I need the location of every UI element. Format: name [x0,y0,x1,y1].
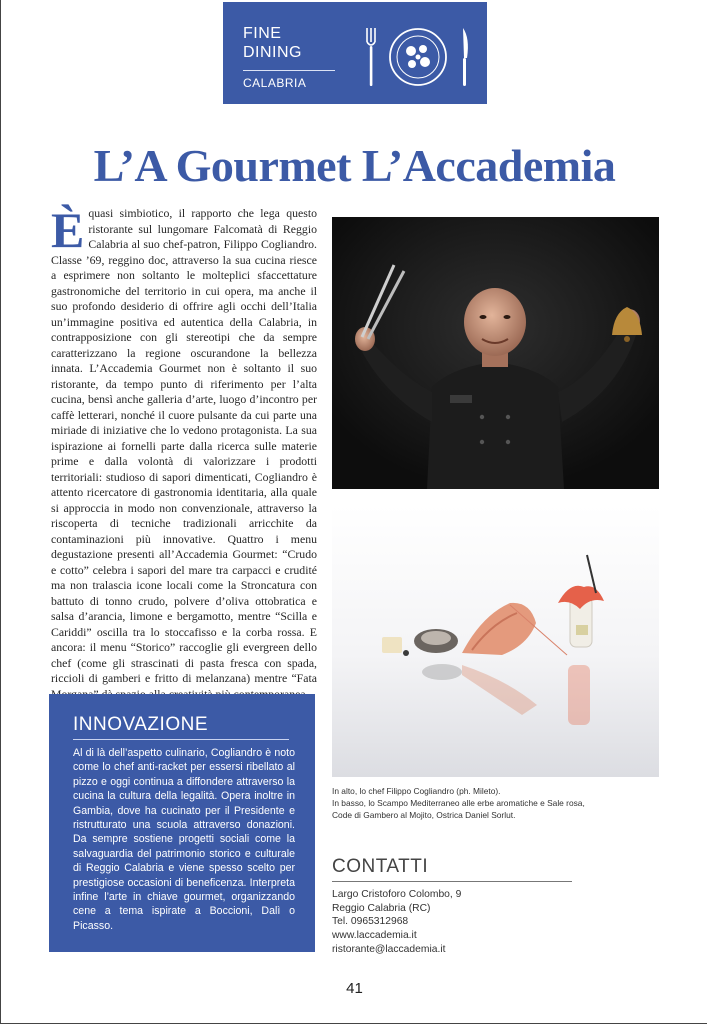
article-body-text: quasi simbiotico, il rapporto che lega questo ristorante sul lungomare Falcomatà di Reggio Calabria al suo chef-patron, Filippo Cogliandro. Classe ’69, reggino doc, attraverso la sua cucina riesce a esprimere non soltanto le molteplici sfaccettature gastronomiche del territorio in cui opera, ma anche il suo profondo desiderio di offrire agli occhi dell’Italia un’immagine positiva ed autentica della Calabria, in contrapposizione con gli stereotipi che da sempre caratterizzano la regione oscurandone la bellezza innata. L’Accademia Gourmet non è soltanto il suo ristorante, da tempo punto di riferimento per l’alta cucina, bensì anche galleria d’arte, luogo d’incontro per caffè letterari, nonché il cuore pulsante da cui parte una miriade di iniziative che lo vedono protagonista. La sua ispirazione ai fornelli parte dalla ricerca sulle materie prime e dalla volontà di valorizzare i prodotti territoriali: studioso di sapori dimenticati, Cogliandro è attento ricercatore di gastronomia identitaria, alla quale si approccia in modo non convenzionale, attraverso la riscoperta di tecniche tradizionali arricchite da contaminazioni più innovative. Quattro i menu degustazione presenti all’Accademia Gourmet: “Crudo e cotto” celebra i sapori del mare tra carpacci e crudité ma non tralascia icone locali come la Stroncatura con battuto di tonno crudo, polvere d’oliva ottobratica e salsa d’arancia, limone e bergamotto, mentre “Scilla e Cariddi” oscilla tra lo stoccafisso e la corba rossa. E ancora: il menu “Storico” raccoglie gli evergreen dello chef (come gli strascinati di pasta fresca con spada, riccioli di gamberi e fritto di melanzana) mentre “Fata [51,206,317,685]
article-title: L’A Gourmet L’Accademia [93,140,616,191]
contacts-block [332,888,461,957]
fork-plate-knife-icon [363,24,473,90]
section-badge [223,2,487,104]
innovation-title: INNOVAZIONE [73,714,208,735]
chef-photo [332,217,659,489]
contact-email: ristorante@laccademia.it [332,943,446,955]
article-body [51,202,317,702]
innovation-box [49,694,315,952]
caption-line-2: In basso, lo Scampo Mediterraneo alle erbe aromatiche e Sale rosa, [332,798,585,808]
section-kicker [243,24,302,62]
kicker-line-2: DINING [243,44,302,61]
contact-website: www.laccademia.it [332,930,417,942]
page-number: 41 [346,980,363,997]
caption-line-1: In alto, lo chef Filippo Cogliandro (ph. Mileto). [332,786,501,796]
contacts-divider [332,881,572,882]
section-region: CALABRIA [243,76,307,90]
contact-city: Reggio Calabria (RC) [332,902,431,914]
photo-caption [332,785,662,821]
drop-cap: È [51,202,85,258]
innovation-divider [73,739,289,740]
contact-phone: Tel. 0965312968 [332,916,409,928]
contact-address: Largo Cristoforo Colombo, 9 [332,889,462,900]
innovation-text: Al di là dell’aspetto culinario, Cogliandro è noto come lo chef anti-racket per essersi ribellato al pizzo e oggi continua a diffondere attraverso la cucina la cultura della legalità. Opera inoltre in Gambia, dove ha cucinato per il Presidente e ristrutturato una scuola attraverso donazioni. Da sempre sostiene progetti sociali come la salvaguardia del patrimonio storico e culturale di Reggio Calabria e viene spesso scelto per prestigiose occasioni di beneficenza. Interpreta infine l’arte in chiave gourmet, organizzando cene a tema ispirate a Boccioni, Dalì o Picasso. [73,747,295,932]
dish-illustration [332,505,659,777]
chef-illustration [332,217,659,489]
badge-divider [243,70,335,71]
caption-line-3: Code di Gambero al Mojito, Ostrica Daniel Sorlut. [332,810,516,820]
dish-photo [332,505,659,777]
contacts-title: CONTATTI [332,856,429,877]
kicker-line-1: FINE [243,25,282,42]
